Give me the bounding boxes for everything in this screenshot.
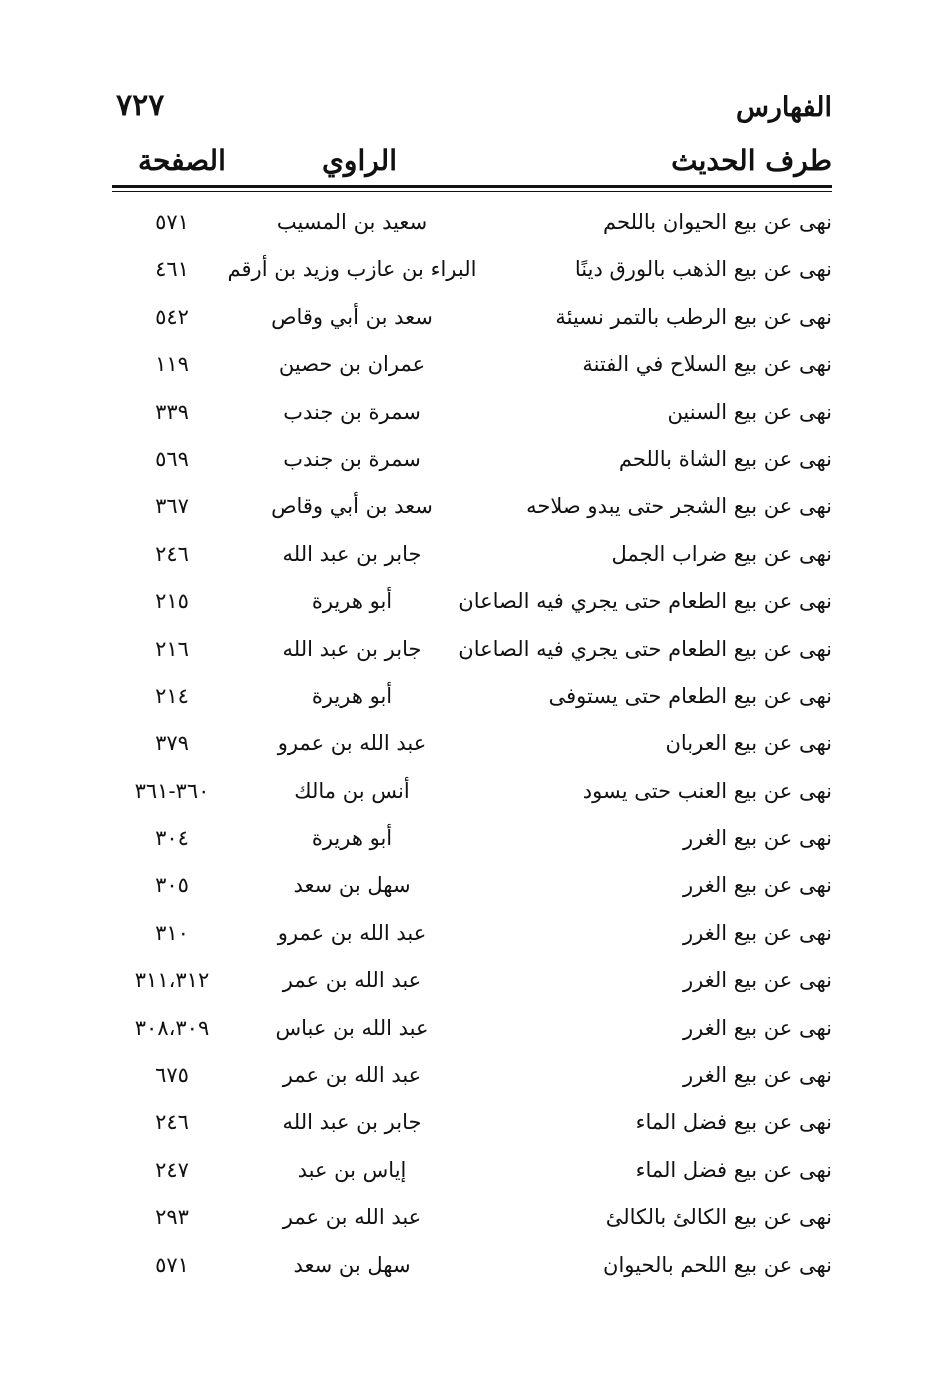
column-headers bbox=[112, 144, 832, 184]
hadith-cell: نهى عن بيع الحيوان باللحم bbox=[603, 210, 832, 234]
running-title: الفهارس bbox=[735, 92, 832, 123]
narrator-cell: جابر بن عبد الله bbox=[282, 1110, 422, 1135]
hadith-cell: نهى عن بيع ضراب الجمل bbox=[611, 541, 832, 566]
narrator-cell: سهل بن سعد bbox=[293, 873, 411, 898]
page-cell: ٦٧٥ bbox=[155, 1063, 189, 1088]
header-rule-thin bbox=[112, 191, 832, 192]
narrator-cell: سمرة بن جندب bbox=[283, 446, 421, 471]
narrator-cell: أبو هريرة bbox=[311, 826, 393, 851]
narrator-cell: عمران بن حصين bbox=[278, 352, 426, 377]
table-row bbox=[112, 579, 832, 626]
narrator-cell: سهل بن سعد bbox=[293, 1252, 411, 1277]
narrator-cell: أنس بن مالك bbox=[294, 778, 410, 803]
page-cell: ٣٠٥ bbox=[155, 873, 189, 898]
page-cell: ٤٦١ bbox=[155, 257, 189, 282]
column-header-hadith: طرف الحديث bbox=[671, 144, 832, 177]
table-row bbox=[112, 863, 832, 910]
page-cell: ٥٧١ bbox=[155, 210, 189, 234]
table-row bbox=[112, 342, 832, 389]
page-cell: ٣١٠ bbox=[155, 920, 189, 945]
hadith-cell: نهى عن بيع الرطب بالتمر نسيئة bbox=[555, 304, 832, 329]
hadith-cell: نهى عن بيع الغرر bbox=[682, 826, 832, 851]
column-header-page: الصفحة bbox=[138, 144, 226, 177]
narrator-cell: عبد الله بن عمر bbox=[282, 968, 422, 993]
hadith-cell: نهى عن بيع العنب حتى يسود bbox=[582, 778, 832, 803]
page-cell: ٣١١،٣١٢ bbox=[134, 968, 210, 993]
hadith-cell: نهى عن بيع العربان bbox=[665, 731, 832, 756]
narrator-cell: عبد الله بن عمر bbox=[282, 1063, 422, 1088]
narrator-cell: سمرة بن جندب bbox=[283, 399, 421, 424]
table-row bbox=[112, 437, 832, 484]
page-cell: ٣٦٧ bbox=[155, 494, 189, 519]
hadith-cell: نهى عن بيع فضل الماء bbox=[635, 1110, 832, 1135]
narrator-cell: جابر بن عبد الله bbox=[282, 541, 422, 566]
page-cell: ٢١٦ bbox=[155, 636, 189, 661]
table-row bbox=[112, 1053, 832, 1100]
hadith-cell: نهى عن بيع الكالئ بالكالئ bbox=[605, 1205, 832, 1230]
narrator-cell: سعد بن أبي وقاص bbox=[271, 494, 433, 519]
hadith-cell: نهى عن بيع الطعام حتى يجري فيه الصاعان bbox=[458, 636, 832, 661]
table-row bbox=[112, 911, 832, 958]
hadith-cell: نهى عن بيع الطعام حتى يجري فيه الصاعان bbox=[458, 589, 832, 614]
hadith-cell: نهى عن بيع الغرر bbox=[682, 968, 832, 993]
index-table bbox=[112, 200, 832, 1290]
narrator-cell: سعد بن أبي وقاص bbox=[271, 304, 433, 329]
hadith-cell: نهى عن بيع الشاة باللحم bbox=[618, 446, 832, 471]
hadith-cell: نهى عن بيع فضل الماء bbox=[635, 1157, 832, 1182]
page-cell: ٢١٥ bbox=[155, 589, 189, 614]
page-cell: ٥٧١ bbox=[155, 1252, 189, 1277]
hadith-cell: نهى عن بيع الغرر bbox=[682, 1015, 832, 1040]
page-cell: ٢٩٣ bbox=[155, 1205, 189, 1230]
table-row bbox=[112, 1100, 832, 1147]
hadith-cell: نهى عن بيع الطعام حتى يستوفى bbox=[548, 683, 832, 708]
page-cell: ١١٩ bbox=[155, 352, 189, 377]
narrator-cell: أبو هريرة bbox=[311, 589, 393, 614]
page-number: ٧٢٧ bbox=[116, 88, 165, 123]
hadith-cell: نهى عن بيع السلاح في الفتنة bbox=[582, 352, 832, 377]
narrator-cell: البراء بن عازب وزيد بن أرقم bbox=[227, 257, 477, 282]
table-row bbox=[112, 247, 832, 294]
narrator-cell: أبو هريرة bbox=[311, 683, 393, 708]
narrator-cell: عبد الله بن عمر bbox=[282, 1205, 422, 1230]
page-cell: ٣٠٤ bbox=[155, 826, 189, 851]
narrator-cell: عبد الله بن عمرو bbox=[277, 731, 427, 756]
page-cell: ٣٧٩ bbox=[155, 731, 189, 756]
table-row bbox=[112, 1243, 832, 1290]
table-row bbox=[112, 200, 832, 247]
table-row bbox=[112, 816, 832, 863]
table-row bbox=[112, 627, 832, 674]
page-cell: ٣٦٠-٣٦١ bbox=[134, 778, 210, 803]
hadith-cell: نهى عن بيع الغرر bbox=[682, 920, 832, 945]
table-row bbox=[112, 674, 832, 721]
column-header-narrator: الراوي bbox=[322, 144, 397, 177]
page-cell: ٢٤٦ bbox=[155, 541, 189, 566]
table-row bbox=[112, 295, 832, 342]
hadith-cell: نهى عن بيع السنين bbox=[667, 399, 832, 424]
hadith-cell: نهى عن بيع اللحم بالحيوان bbox=[603, 1252, 832, 1277]
table-row bbox=[112, 1195, 832, 1242]
hadith-cell: نهى عن بيع الذهب بالورق دينًا bbox=[574, 257, 832, 282]
narrator-cell: جابر بن عبد الله bbox=[282, 636, 422, 661]
page-cell: ٥٤٢ bbox=[155, 304, 189, 329]
hadith-cell: نهى عن بيع الشجر حتى يبدو صلاحه bbox=[526, 494, 832, 519]
page-cell: ٣٣٩ bbox=[155, 399, 189, 424]
table-row bbox=[112, 484, 832, 531]
page-cell: ٣٠٨،٣٠٩ bbox=[134, 1015, 210, 1040]
page-cell: ٥٦٩ bbox=[155, 446, 189, 471]
page-cell: ٢٤٧ bbox=[155, 1157, 189, 1182]
table-row bbox=[112, 769, 832, 816]
table-row bbox=[112, 532, 832, 579]
narrator-cell: سعيد بن المسيب bbox=[276, 210, 428, 234]
table-row bbox=[112, 721, 832, 768]
hadith-cell: نهى عن بيع الغرر bbox=[682, 1063, 832, 1088]
narrator-cell: إياس بن عبد bbox=[297, 1157, 407, 1182]
header-rule-thick bbox=[112, 185, 832, 188]
narrator-cell: عبد الله بن عباس bbox=[275, 1015, 429, 1040]
narrator-cell: عبد الله بن عمرو bbox=[277, 920, 427, 945]
page-cell: ٢٤٦ bbox=[155, 1110, 189, 1135]
table-row bbox=[112, 1148, 832, 1195]
page-cell: ٢١٤ bbox=[155, 683, 189, 708]
table-row bbox=[112, 958, 832, 1005]
table-row bbox=[112, 1006, 832, 1053]
hadith-cell: نهى عن بيع الغرر bbox=[682, 873, 832, 898]
table-row bbox=[112, 390, 832, 437]
